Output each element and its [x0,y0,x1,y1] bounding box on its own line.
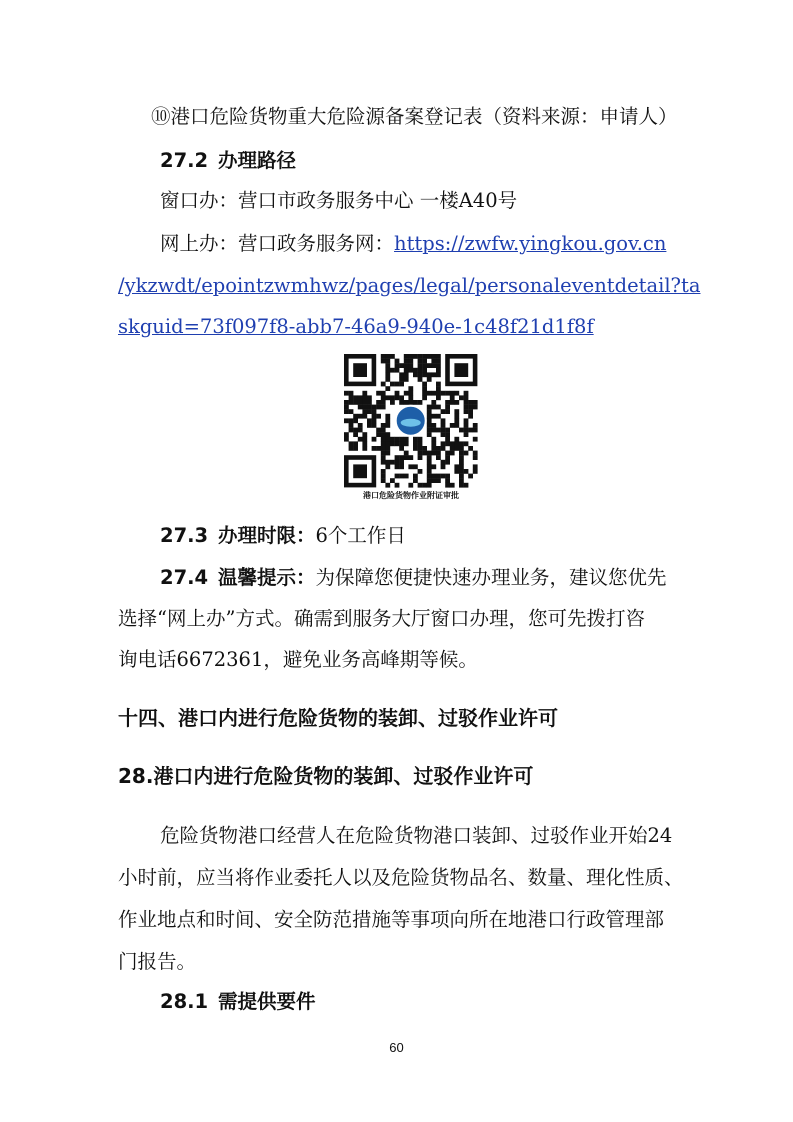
window-text: 营口市政务服务中心 一楼A40号 [238,189,518,212]
tip-line-2: 选择“网上办”方式。确需到服务大厅窗口办理，您可先拨打咨 [118,607,645,630]
section-number: 28.1 [160,990,209,1013]
section-label: 温馨提示： [218,566,316,589]
paragraph-line-2: 小时前，应当将作业委托人以及危险货物品名、数量、理化性质、 [118,866,684,889]
section-number: 27.4 [160,566,209,589]
qr-code-block [331,352,491,504]
url-link-part2[interactable]: /ykzwdt/epointzwmhwz/pages/legal/personaleventdetail?ta [118,274,701,297]
paragraph-line-1: 危险货物港口经营人在危险货物港口装卸、过驳作业开始24 [160,824,673,847]
qr-caption: 港口危险货物作业附证审批 [363,491,459,500]
section-27-2 [160,149,296,173]
online-line [160,232,666,256]
section-title: 办理路径 [218,149,297,172]
section-27-4 [160,566,667,590]
tip-line-3: 询电话6672361，避免业务高峰期等候。 [118,648,478,671]
item-10: ⑩港口危险货物重大危险源备案登记表（资料来源：申请人） [151,105,678,128]
url-link-part3[interactable]: skguid=73f097f8-abb7-46a9-940e-1c48f21d1f8f [118,315,594,338]
heading-14: 十四、港口内进行危险货物的装卸、过驳作业许可 [118,706,558,730]
online-label: 网上办：营口政务服务网： [160,232,395,255]
section-number: 27.2 [160,149,209,172]
window-line [160,189,517,213]
section-27-3 [160,524,406,548]
section-28-1 [160,990,316,1014]
section-number: 27.3 [160,524,209,547]
page-number: 60 [389,1040,404,1055]
paragraph-line-3: 作业地点和时间、安全防范措施等事项向所在地港口行政管理部 [118,908,665,931]
section-title: 需提供要件 [218,990,316,1013]
section-text: 为保障您便捷快速办理业务，建议您优先 [315,566,667,589]
paragraph-line-4: 门报告。 [118,950,197,973]
url-link-part1[interactable]: https://zwfw.yingkou.gov.cn [394,232,667,255]
heading-28: 28.港口内进行危险货物的装卸、过驳作业许可 [118,764,534,788]
window-label: 窗口办： [160,189,239,212]
qr-code-image [331,352,491,488]
section-label: 办理时限： [218,524,316,547]
section-text: 6个工作日 [315,524,406,547]
